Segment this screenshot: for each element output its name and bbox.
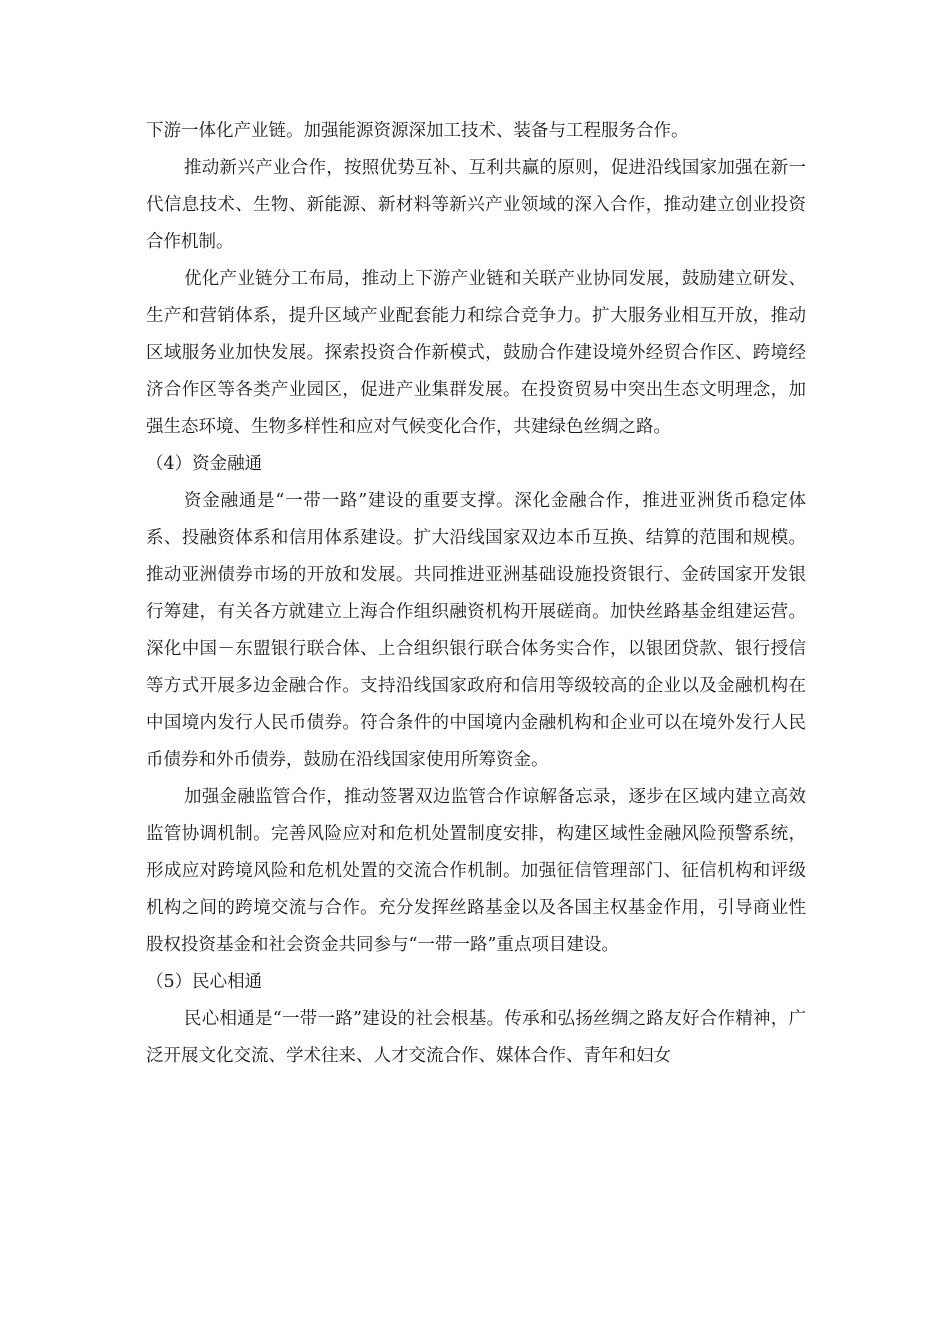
section-heading-financial-integration: （4）资金融通 xyxy=(146,454,263,474)
document-body xyxy=(146,113,806,1075)
paragraph-industrial-chain: 优化产业链分工布局，推动上下游产业链和关联产业协同发展，鼓励建立研发、生产和营销体系，提升区域产业配套能力和综合竞争力。扩大服务业相互开放，推动区域服务业加快发展。探索投资合作新模式，鼓励合作建设境外经贸合作区、跨境经济合作区等各类产业园区，促进产业集群发展。在投资贸易中突出生态文明理念，加强生态环境、生物多样性和应对气候变化合作，共建绿色丝绸之路。 xyxy=(146,269,806,437)
paragraph-financial-integration: 资金融通是“一带一路”建设的重要支撑。深化金融合作，推进亚洲货币稳定体系、投融资体系和信用体系建设。扩大沿线国家双边本币互换、结算的范围和规模。推动亚洲债券市场的开放和发展。共同推进亚洲基础设施投资银行、金砖国家开发银行筹建，有关各方就建立上海合作组织融资机构开展磋商。加快丝路基金组建运营。深化中国－东盟银行联合体、上合组织银行联合体务实合作，以银团贷款、银行授信等方式开展多边金融合作。支持沿线国家政府和信用等级较高的企业以及金融机构在中国境内发行人民币债券。符合条件的中国境内金融机构和企业可以在境外发行人民币债券和外币债券，鼓励在沿线国家使用所筹资金。 xyxy=(146,491,806,770)
paragraph-financial-regulation: 加强金融监管合作，推动签署双边监管合作谅解备忘录，逐步在区域内建立高效监管协调机制。完善风险应对和危机处置制度安排，构建区域性金融风险预警系统，形成应对跨境风险和危机处置的交流合作机制。加强征信管理部门、征信机构和评级机构之间的跨境交流与合作。充分发挥丝路基金以及各国主权基金作用，引导商业性股权投资基金和社会资金共同参与“一带一路”重点项目建设。 xyxy=(146,787,806,955)
section-heading-people-to-people: （5）民心相通 xyxy=(146,972,263,992)
paragraph-emerging-industries: 推动新兴产业合作，按照优势互补、互利共赢的原则，促进沿线国家加强在新一代信息技术、生物、新能源、新材料等新兴产业领域的深入合作，推动建立创业投资合作机制。 xyxy=(146,158,806,252)
paragraph-people-to-people: 民心相通是“一带一路”建设的社会根基。传承和弘扬丝绸之路友好合作精神，广泛开展文化交流、学术往来、人才交流合作、媒体合作、青年和妇女 xyxy=(146,1009,806,1066)
paragraph-continuation: 下游一体化产业链。加强能源资源深加工技术、装备与工程服务合作。 xyxy=(146,121,689,141)
